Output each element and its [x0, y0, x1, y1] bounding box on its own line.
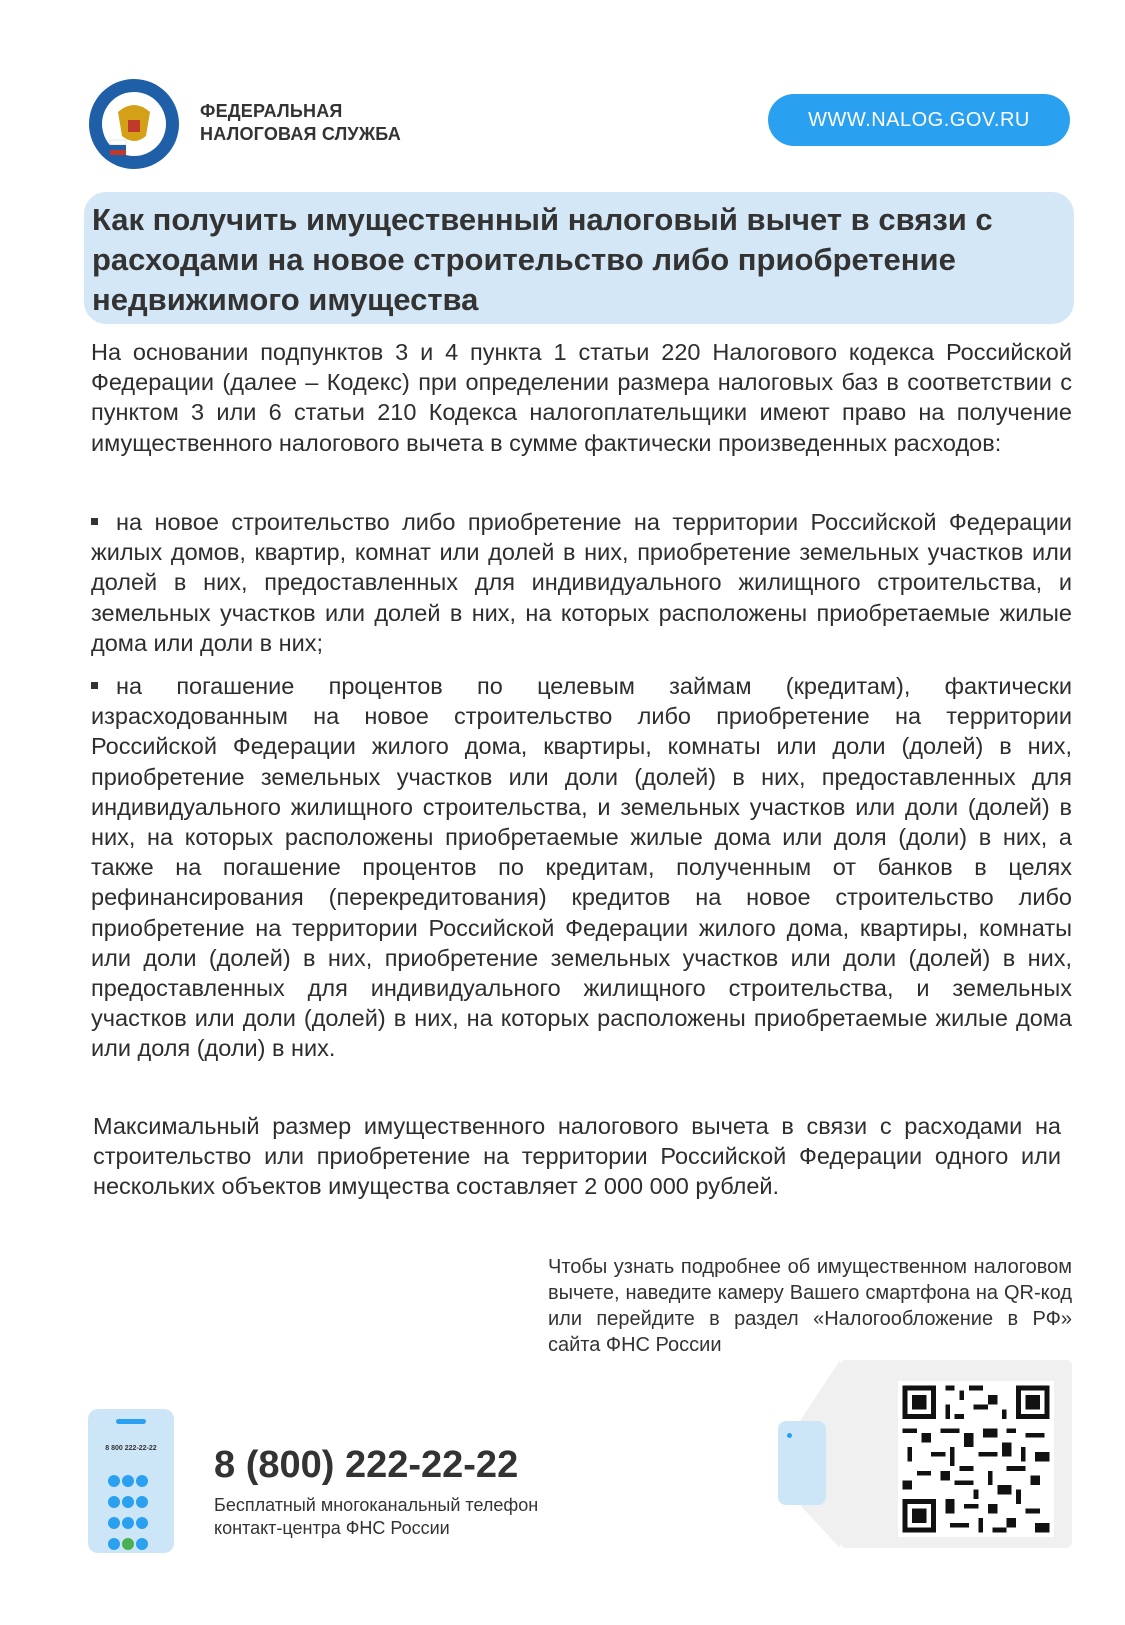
phone-speaker-icon — [116, 1419, 146, 1424]
hotline-description-line2: контакт-центра ФНС России — [214, 1518, 450, 1538]
bullet-text: на погашение процентов по целевым займам (кредитам), фактически израсходованным на новое строительство либо приобретение на территории Российской Федерации жилого дома, квартиры, комнаты или доли (долей) в них, приобретение земельных участков или доли (долей) в них, предоставленных для индивидуального жилищного строительства, и земельных участков или доли (долей) в них, на которых расположены приобретаемые жилые дома или доля (доли) в них, а также на погашение процентов по кредитам, полученным от банков в целях рефинансирования (перекредитования) кредитов на новое строительство либо приобретение на территории Российской Федерации жилого дома, квартиры, комнаты или доли (долей) в них, приобретение земельных участков или доли (долей) в них, предоставленных для индивидуального жилищного строительства, и земельных участков или доли (долей) в них, на которых расположены приобретаемые жилые дома или доля (доли) в них. — [91, 673, 1072, 1062]
website-link-button[interactable]: WWW.NALOG.GOV.RU — [768, 94, 1070, 146]
hotline-description — [214, 1494, 538, 1540]
bullet-item-1 — [91, 507, 1072, 658]
org-name — [200, 100, 401, 146]
org-name-line2: НАЛОГОВАЯ СЛУЖБА — [200, 124, 401, 144]
intro-paragraph: На основании подпунктов 3 и 4 пункта 1 статьи 220 Налогового кодекса Российской Федерации (далее – Кодекс) при определении размера налоговых баз в соответствии с пунктом 3 или 6 статьи 210 Кодекса налогоплательщики имеют право на получение имущественного налогового вычета в сумме фактически произведенных расходов: — [91, 339, 1072, 456]
qr-caption: Чтобы узнать подробнее об имущественном налоговом вычете, наведите камеру Вашего смартфона на QR-код или перейдите в раздел «Налогообложение в РФ» сайта ФНС России — [548, 1256, 1072, 1356]
smartphone-icon — [778, 1421, 826, 1505]
bullet-square-icon — [91, 682, 98, 689]
bullet-text: на новое строительство либо приобретение на территории Российской Федерации жилых домов, квартир, комнат или долей в них, приобретение земельных участков или долей в них, предоставленных для индивидуального жилищного строительства, и земельных участков или долей в них, на которых расположены приобретаемые жилые дома или доли в них; — [91, 509, 1072, 656]
org-name-line1: ФЕДЕРАЛЬНАЯ — [200, 101, 343, 121]
keypad-icon — [108, 1475, 158, 1559]
qr-code[interactable] — [898, 1381, 1054, 1537]
bullet-square-icon — [91, 518, 98, 525]
hotline-phone-number[interactable]: 8 (800) 222-22-22 — [214, 1444, 519, 1486]
bullet-item-2 — [91, 671, 1072, 1064]
phone-screen-number: 8 800 222-22-22 — [105, 1445, 157, 1452]
camera-icon — [787, 1433, 792, 1438]
page-title: Как получить имущественный налоговый вычет в связи с расходами на новое строительство либо приобретение недвижимого имущества — [92, 202, 993, 317]
fns-emblem-logo — [88, 78, 180, 170]
title-banner — [84, 192, 1074, 324]
hotline-description-line1: Бесплатный многоканальный телефон — [214, 1495, 539, 1515]
phone-illustration — [88, 1409, 174, 1553]
max-deduction-paragraph: Максимальный размер имущественного налогового вычета в связи с расходами на строительство или приобретение на территории Российской Федерации одного или нескольких объектов имущества составляет 2 000 000 рублей. — [93, 1113, 1061, 1200]
